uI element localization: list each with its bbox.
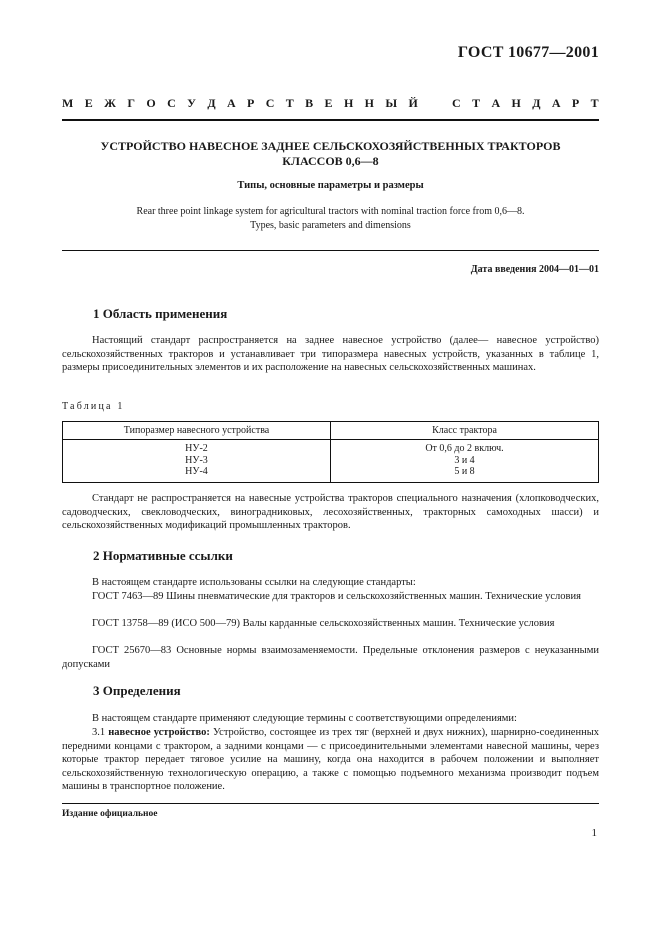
title-line-1: УСТРОЙСТВО НАВЕСНОЕ ЗАДНЕЕ СЕЛЬСКОХОЗЯЙСТВЕННЫХ ТРАКТОРОВ bbox=[100, 139, 561, 153]
table-value: 3 и 4 bbox=[454, 454, 475, 466]
banner-letter: Т bbox=[285, 96, 294, 110]
footer-rule bbox=[62, 803, 599, 804]
reference-1: ГОСТ 7463—89 Шины пневматические для тракторов и сельскохозяйственных машин. Технические условия bbox=[92, 591, 581, 602]
banner-letter: Р bbox=[247, 96, 255, 110]
banner-letter: С bbox=[167, 96, 176, 110]
reference-2: ГОСТ 13758—89 (ИСО 500—79) Валы карданные сельскохозяйственных машин. Технические условия bbox=[92, 618, 555, 629]
banner-letter: С bbox=[452, 96, 461, 110]
reference-3: ГОСТ 25670—83 Основные нормы взаимозаменяемости. Предельные отклонения размеров с неуказанными допусками bbox=[62, 645, 599, 670]
table-value: НУ-2 bbox=[185, 443, 208, 454]
banner-letter: Д bbox=[207, 96, 216, 110]
banner-letter: А bbox=[551, 96, 561, 110]
english-title-line-2: Types, basic parameters and dimensions bbox=[250, 219, 411, 231]
title-rule bbox=[62, 250, 599, 251]
banner-letter: М bbox=[62, 96, 74, 110]
page-number: 1 bbox=[591, 827, 597, 839]
section-1-heading: 1 Область применения bbox=[93, 306, 228, 321]
definition-number: 3.1 bbox=[92, 727, 106, 738]
banner-letter: Т bbox=[590, 96, 599, 110]
definition-text: Устройство, состоящее из трех тяг (верхней и двух нижних), шарнирно-соединенных передними концами с трактором, а задними концами — с присоединительными элементами навесной машины, через которые трактор передает тяговое усилие на машину, когда она находится в рабочем положении и выполняет сельскохозяйственную технологическую операцию, а также с помощью подъемного механизма производит подъем машины в транспортное положение. bbox=[62, 727, 600, 793]
banner-letter: Н bbox=[343, 96, 354, 110]
banner-letter: Р bbox=[571, 96, 580, 110]
header-rule bbox=[62, 119, 599, 121]
banner-letter: Д bbox=[532, 96, 541, 110]
banner-letter: Н bbox=[511, 96, 521, 110]
banner-letter: О bbox=[146, 96, 156, 110]
document-subtitle: Типы, основные параметры и размеры bbox=[237, 180, 424, 191]
section-3-intro: В настоящем стандарте применяют следующие термины с соответствующими определениями: bbox=[92, 713, 517, 724]
table-value: От 0,6 до 2 включ. bbox=[425, 443, 504, 454]
title-line-2: КЛАССОВ 0,6—8 bbox=[282, 154, 379, 168]
section-2-heading: 2 Нормативные ссылки bbox=[93, 548, 233, 563]
section-3-heading: 3 Определения bbox=[93, 683, 181, 698]
table-header-class: Класс трактора bbox=[331, 422, 599, 440]
table-value: НУ-4 bbox=[185, 466, 208, 477]
definition-term: навесное устройство: bbox=[108, 727, 210, 738]
banner-letter: А bbox=[491, 96, 501, 110]
document-title bbox=[62, 139, 599, 169]
banner-letter: Т bbox=[472, 96, 481, 110]
english-title-line-1: Rear three point linkage system for agricultural tractors with nominal traction force from 0,6—8. bbox=[136, 206, 525, 217]
banner-letter: У bbox=[187, 96, 196, 110]
banner-letter: Ж bbox=[104, 96, 116, 110]
section-1-paragraph-2: Стандарт не распространяется на навесные устройства тракторов специального назначения (хлопководческих, садоводческих, свекловодческих, виноградниковых, лесохозяйственных, тракторных самоходных шасси) и сельскохозяйственных модификаций промышленных тракторов. bbox=[62, 493, 599, 532]
banner-letter: Е bbox=[324, 96, 333, 110]
table-caption: Таблица 1 bbox=[62, 401, 125, 412]
interstate-standard-banner bbox=[62, 96, 599, 110]
banner-letter: Г bbox=[127, 96, 135, 110]
table-value: НУ-3 bbox=[185, 454, 208, 466]
table-1 bbox=[62, 421, 599, 483]
banner-letter: Ы bbox=[385, 96, 398, 110]
table-value: 5 и 8 bbox=[454, 466, 475, 477]
definition-3-1 bbox=[62, 726, 599, 794]
document-code: ГОСТ 10677—2001 bbox=[457, 44, 599, 61]
banner-letter: Н bbox=[364, 96, 374, 110]
table-cell-classes bbox=[331, 440, 599, 483]
section-2-intro: В настоящем стандарте использованы ссылки на следующие стандарты: bbox=[92, 577, 416, 588]
table-cell-sizes bbox=[63, 440, 331, 483]
introduction-date: Дата введения 2004—01—01 bbox=[470, 264, 599, 275]
section-1-paragraph-1: Настоящий стандарт распространяется на заднее навесное устройство (далее— навесное устройство) сельскохозяйственных тракторов и устанавливает три типоразмера навесных устройств, указанных в таблице 1, размеры присоединительных элементов и их расположение на навесных сельскохозяйственных машинах. bbox=[62, 335, 599, 374]
english-title bbox=[62, 205, 599, 232]
table-header-size: Типоразмер навесного устройства bbox=[63, 422, 331, 440]
edition-note: Издание официальное bbox=[62, 809, 158, 819]
banner-letter: А bbox=[226, 96, 236, 110]
banner-letter: Й bbox=[408, 96, 418, 110]
banner-letter: С bbox=[265, 96, 275, 110]
banner-letter: Е bbox=[84, 96, 93, 110]
banner-letter: В bbox=[305, 96, 314, 110]
